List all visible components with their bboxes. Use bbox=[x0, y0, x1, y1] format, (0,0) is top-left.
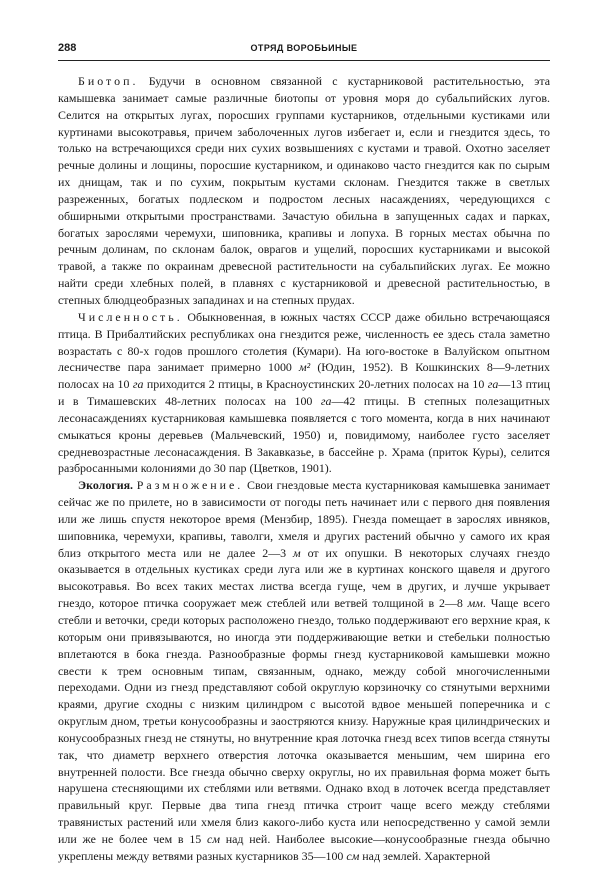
text-ecology-2: от их опушки. В некоторых случаях гнездо оказывается в отдельных кустиках среди луга или же в куртинах конского щавеля и другого высокотравья. Во всех таких местах листва всегда гуще, чем в других, и лучше укрывает гнездо, которое птичка сооружает меж стеблей или ветвей толщиной в 2—8 bbox=[58, 545, 550, 611]
text-abundance-3: приходится 2 птицы, в Красноустинских 20-летних полосах на 10 bbox=[143, 377, 488, 392]
unit-hectare: га bbox=[487, 377, 499, 392]
paragraph-abundance bbox=[58, 309, 550, 477]
subheading-reproduction: Размножение. bbox=[136, 478, 244, 493]
text-ecology-1: Свои гнездовые места кустарниковая камышевка занимает сейчас же по прилете, но в зависимости от погоды петь начинает или с первого дня появления или же лишь спустя некоторое время (Мензбир, 1895). Гнезда помещает в зарослях ивняков, шиповника, черемухи, крапивы, таволги, хмеля и других растений обычно у самого их края близ открытого места или не далее 2—3 bbox=[58, 478, 551, 560]
text-abundance-4: —13 птиц и в Тимашевских 48-летних полосах на 100 bbox=[58, 377, 551, 409]
heading-ecology: Экология. bbox=[78, 478, 134, 493]
unit-centimeters: см bbox=[207, 831, 220, 846]
page-header bbox=[58, 42, 550, 61]
heading-abundance: Численность. bbox=[78, 309, 183, 324]
text-abundance-5: —42 птицы. В степных полезащитных лесонасаждениях кустарниковая камышевка появляется с того момента, когда в них начинают смыкаться кроны деревьев (Мальчевский, 1950) и, повидимому, наиболее густо заселяет средневозрастные лесонасаждения. В Закавказье, в бассейне р. Храма (приток Куры), селится разбросанными колониями до 30 пар (Цветков, 1901). bbox=[58, 394, 550, 476]
paragraph-biotope bbox=[58, 73, 550, 309]
text-ecology-5: над землей. Характерной bbox=[359, 848, 491, 863]
text-biotope: Будучи в основном связанной с кустарниковой растительностью, эта камышевка занимает самые различные биотопы от уровня моря до субальпийских лугов. Селится на открытых лугах, поросших группами кустарников, отдельными кустиками или куртинами высокотравья, причем заболоченных лугов избегает и, если и гнездится здесь, то только на встречающихся среди них сухих возвышениях с кустами и травой. Охотно заселяет речные долины и лощины, поросшие кустарником, и одинаково часто гнездится как по сырым их днищам, так и по сухим, покрытым кустами склонам. Гнездится также в светлых разреженных, богатых подлеском и подростом лесных насаждениях, чередующихся с обширными открытыми пространствами. Зачастую обильна в запущенных садах и парках, богатых зарослями черемухи, шиповника, крапивы и лопуха. В горных местах обычна по речным долинам, по склонам балок, оврагов и ущелий, поросших кустарниками и высокой травой, а также по окраинам древесной растительности на субальпийских лугах. Ее можно найти среди хлебных полей, в плавнях с кустарниковой и древесной растительностью, в степных блюдцеобразных западинах и на степных прудах. bbox=[58, 74, 550, 307]
text-ecology-4: над ней. Наиболее высокие—конусообразные гнезда обычно укреплены между ветвями разных кустарников 35—100 bbox=[58, 831, 550, 863]
unit-hectare: га bbox=[320, 394, 332, 409]
unit-hectare: га bbox=[132, 377, 144, 392]
page-number: 288 bbox=[58, 42, 77, 54]
running-title: ОТРЯД ВОРОБЬИНЫЕ bbox=[250, 43, 358, 53]
unit-centimeters: см bbox=[346, 848, 360, 863]
text-ecology-3: . Чаще всего стебли и веточки, среди которых расположено гнездо, только поддерживают его верхние края, к которым они привязываются, но иногда эти поддерживающие ветки и стебельки полностью вплетаются в бока гнезда. Разнообразные формы гнезд кустарниковой камышевки можно свести к трем основным типам, связанным, однако, между собой многочисленными переходами. Одни из гнезд представляют собой округлую корзиночку со стянутыми верхними краями, другие сходны с низким цилиндром с высотой вдвое меньшей поперечника и с округлым дном, третьи конусообразны и заостряются книзу. Наружные края цилиндрических и конусообразных гнезд не стянуты, но внутренние края лоточка гнезд всех типов всегда стянуты так, что диаметр верхнего отверстия лоточка оказывается меньшим, чем ширина его внутренней полости. Все гнезда обычно сверху округлы, но их правильная форма может быть нарушена стесняющими их стеблями или ветвями. Однако вход в лоточек всегда представляет правильный круг. Первые два типа гнезд птичка строит чаще всего между стеблями травянистых растений или хмеля близ какого-либо куста или непосредственно у самой земли или же не более чем в 15 bbox=[58, 596, 550, 846]
unit-millimeters: мм bbox=[467, 596, 483, 611]
unit-meters: м bbox=[293, 545, 301, 560]
heading-biotope: Биотоп. bbox=[78, 74, 139, 88]
text-abundance-1: Обыкновенная, в южных частях СССР даже обильно встречающаяся птица. В Прибалтийских республиках она гнездится реже, численность ее здесь стала заметно возрастать с 80-х годов прошлого столетия (Кумари). На юго-востоке в Валуйском опытном лесничестве пара занимает примерно 1000 bbox=[58, 309, 550, 375]
paragraph-ecology bbox=[58, 477, 550, 864]
text-abundance-2: (Юдин, 1952). В Кошкинских 8—9-летних полосах на 10 bbox=[58, 360, 550, 392]
unit-square-meters: м² bbox=[299, 360, 311, 375]
book-page bbox=[58, 42, 550, 865]
